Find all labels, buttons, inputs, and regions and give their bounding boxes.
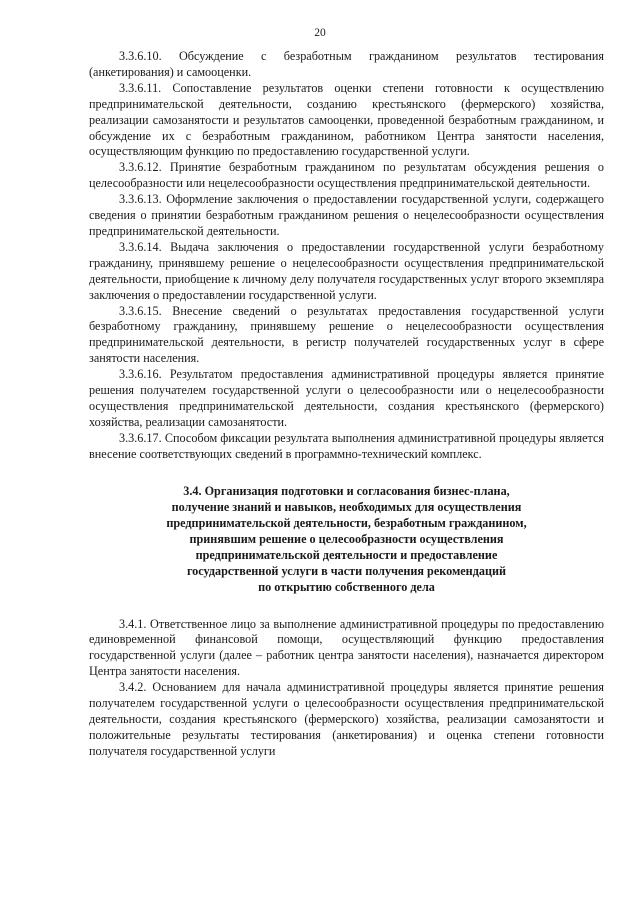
section-heading-3-4 <box>89 483 604 595</box>
paragraph-3-4-1: 3.4.1. Ответственное лицо за выполнение административной процедуры по предоставлению единовременной финансовой помощи, осуществляющий функцию предоставления государственной услуги (далее – работник центра занятости населения), назначается директором Центра занятости населения. <box>89 616 604 679</box>
heading-line: принявшим решение о целесообразности осуществления <box>189 531 504 546</box>
paragraph-3-3-6-13: 3.3.6.13. Оформление заключения о предоставлении государственной услуги, содержащего сведения о принятии безработным гражданином решения о нецелесообразности осуществления предпринимательской деятельности. <box>89 192 604 238</box>
paragraph-3-3-6-17: 3.3.6.17. Способом фиксации результата выполнения административной процедуры является внесение соответствующих сведений в программно-технический комплекс. <box>89 430 604 461</box>
paragraph-3-4-2: 3.4.2. Основанием для начала административной процедуры является принятие решения получателем государственной услуги о целесообразности осуществления предпринимательской деятельности, создания крестьянского (фермерского) хозяйства, реализации самозанятости и положительные результаты тестирования (анкетирования) и оценка степени готовности получателя государственной услуги <box>89 680 604 758</box>
paragraph-3-3-6-10: 3.3.6.10. Обсуждение с безработным гражданином результатов тестирования (анкетирования) и самооценки. <box>89 49 604 79</box>
paragraph-3-3-6-15: 3.3.6.15. Внесение сведений о результатах предоставления государственной услуги безработному гражданину, принявшему решение о нецелесообразности осуществления предпринимательской деятельности, в регистр получателей государственных услуг в сфере занятости населения. <box>89 303 604 366</box>
heading-line: предпринимательской деятельности и предоставление <box>195 547 498 562</box>
heading-line: получение знаний и навыков, необходимых для осуществления <box>171 499 522 514</box>
heading-line: государственной услуги в части получения рекомендаций <box>186 563 507 578</box>
document-body <box>89 49 604 760</box>
paragraph-3-3-6-11: 3.3.6.11. Сопоставление результатов оценки степени готовности к осуществлению предпринимательской деятельности, созданию крестьянского (фермерского) хозяйства, реализации самозанятости и результатов самооценки, проведенной безработным гражданином, и обсуждение их с безработным гражданином, работником Центра занятости населения, осуществляющим функцию по предоставлению государственной услуги. <box>89 80 604 159</box>
heading-line: предпринимательской деятельности, безработным гражданином, <box>166 515 527 530</box>
paragraph-3-3-6-12: 3.3.6.12. Принятие безработным гражданином по результатам обсуждения решения о целесообразности или нецелесообразности осуществления предпринимательской деятельности. <box>89 160 604 191</box>
paragraph-3-3-6-16: 3.3.6.16. Результатом предоставления административной процедуры является принятие решения получателем государственной услуги о целесообразности или о нецелесообразности осуществления предпринимательской деятельности, создания крестьянского (фермерского) хозяйства, реализации самозанятости. <box>89 367 604 429</box>
page-number: 20 <box>314 27 326 39</box>
paragraph-3-3-6-14: 3.3.6.14. Выдача заключения о предоставлении государственной услуги безработному гражданину, принявшему решение о нецелесообразности осуществления предпринимательской деятельности, приобщение к личному делу получателя государственных услуг второго экземпляра заключения о предоставлении государственной услуги. <box>89 239 604 302</box>
heading-line: по открытию собственного дела <box>258 579 435 594</box>
heading-line: 3.4. Организация подготовки и согласования бизнес-плана, <box>183 483 510 498</box>
